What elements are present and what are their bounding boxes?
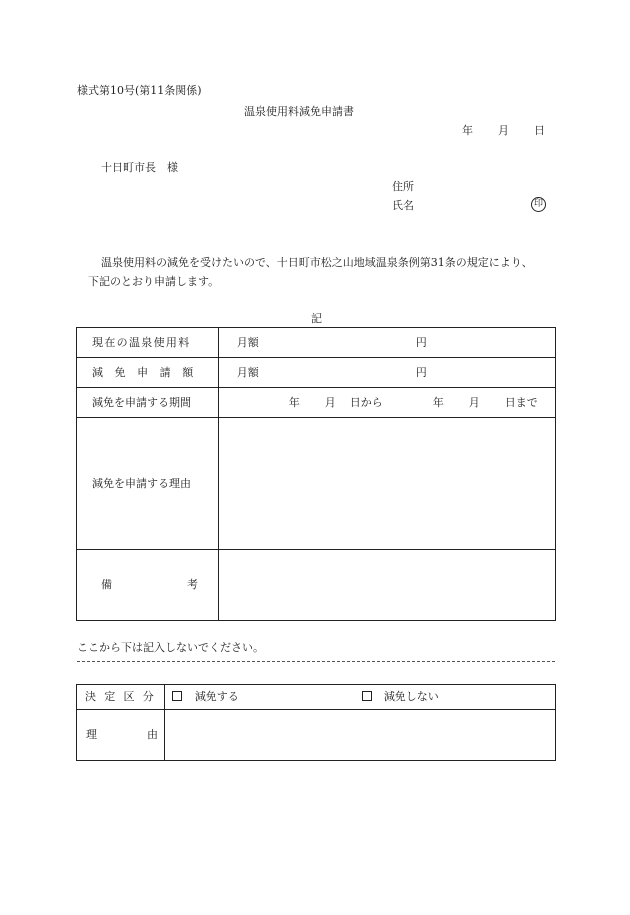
reduction-amount-label: 減免申請額: [92, 366, 205, 379]
name-label: 氏名: [392, 199, 414, 212]
label-current-fee: [77, 328, 219, 358]
period-month-1: 月: [324, 396, 336, 409]
period-field[interactable]: [218, 388, 555, 418]
body-text-line-1: 温泉使用料の減免を受けたいので、十日町市松之山地域温泉条例第31条の規定により、: [101, 256, 533, 269]
option-approve: 減免する: [194, 690, 239, 703]
row-reduction-amount: [77, 358, 556, 388]
reduction-amount-field[interactable]: [218, 358, 555, 388]
decision-reason-field[interactable]: [164, 710, 555, 761]
cutoff-note: ここから下は記入しないでください。: [77, 641, 264, 654]
period-year-1: 年: [288, 396, 300, 409]
decision-field: [164, 685, 555, 710]
decision-table: [76, 684, 556, 761]
application-table: [76, 327, 556, 621]
period-month-2: 月: [468, 396, 480, 409]
current-fee-field[interactable]: [218, 328, 555, 358]
remarks-label-right: 考: [187, 578, 198, 591]
row-period: [77, 388, 556, 418]
checkbox-icon: [172, 691, 182, 701]
form-number: 様式第10号(第11条関係): [77, 84, 202, 97]
remarks-label-left: 備: [101, 578, 112, 591]
checkbox-approve[interactable]: [172, 691, 182, 704]
row-decision: [77, 685, 556, 710]
label-decision: [77, 685, 165, 710]
row-decision-reason: [77, 710, 556, 761]
current-fee-label: 現在の温泉使用料: [92, 336, 191, 349]
reduction-amount-unit: 円: [415, 366, 427, 379]
label-remarks: [77, 550, 219, 621]
addressee: 十日町市長 様: [101, 161, 178, 174]
current-fee-prefix: 月額: [236, 336, 259, 349]
row-reason: [77, 418, 556, 550]
row-current-fee: [77, 328, 556, 358]
address-label: 住所: [392, 180, 414, 193]
period-year-2: 年: [432, 396, 444, 409]
decision-reason-left: 理: [86, 728, 97, 741]
body-text-line-2: 下記のとおり申請します。: [88, 275, 220, 288]
checkbox-reject[interactable]: [362, 691, 372, 704]
date-month: 月: [498, 124, 509, 137]
row-remarks: [77, 550, 556, 621]
current-fee-unit: 円: [415, 336, 427, 349]
label-reason: [77, 418, 219, 550]
cutoff-divider: [77, 661, 555, 662]
period-to: 日まで: [504, 396, 538, 409]
checkbox-icon: [362, 691, 372, 701]
label-reduction-amount: [77, 358, 219, 388]
decision-reason-right: 由: [147, 728, 158, 741]
period-from: 日から: [349, 396, 383, 409]
date-day: 日: [534, 124, 545, 137]
decision-label: 決定区分: [85, 690, 162, 703]
option-reject: 減免しない: [383, 690, 439, 703]
label-period: [77, 388, 219, 418]
reason-label: 減免を申請する理由: [92, 477, 191, 490]
seal-mark: 印: [531, 197, 546, 212]
period-label: 減免を申請する期間: [92, 396, 191, 409]
remarks-field[interactable]: [218, 550, 555, 621]
reason-field[interactable]: [218, 418, 555, 550]
form-title: 温泉使用料減免申請書: [244, 105, 354, 118]
label-decision-reason: [77, 710, 165, 761]
ki-heading: 記: [311, 312, 322, 325]
date-year: 年: [462, 124, 473, 137]
reduction-amount-prefix: 月額: [236, 366, 259, 379]
